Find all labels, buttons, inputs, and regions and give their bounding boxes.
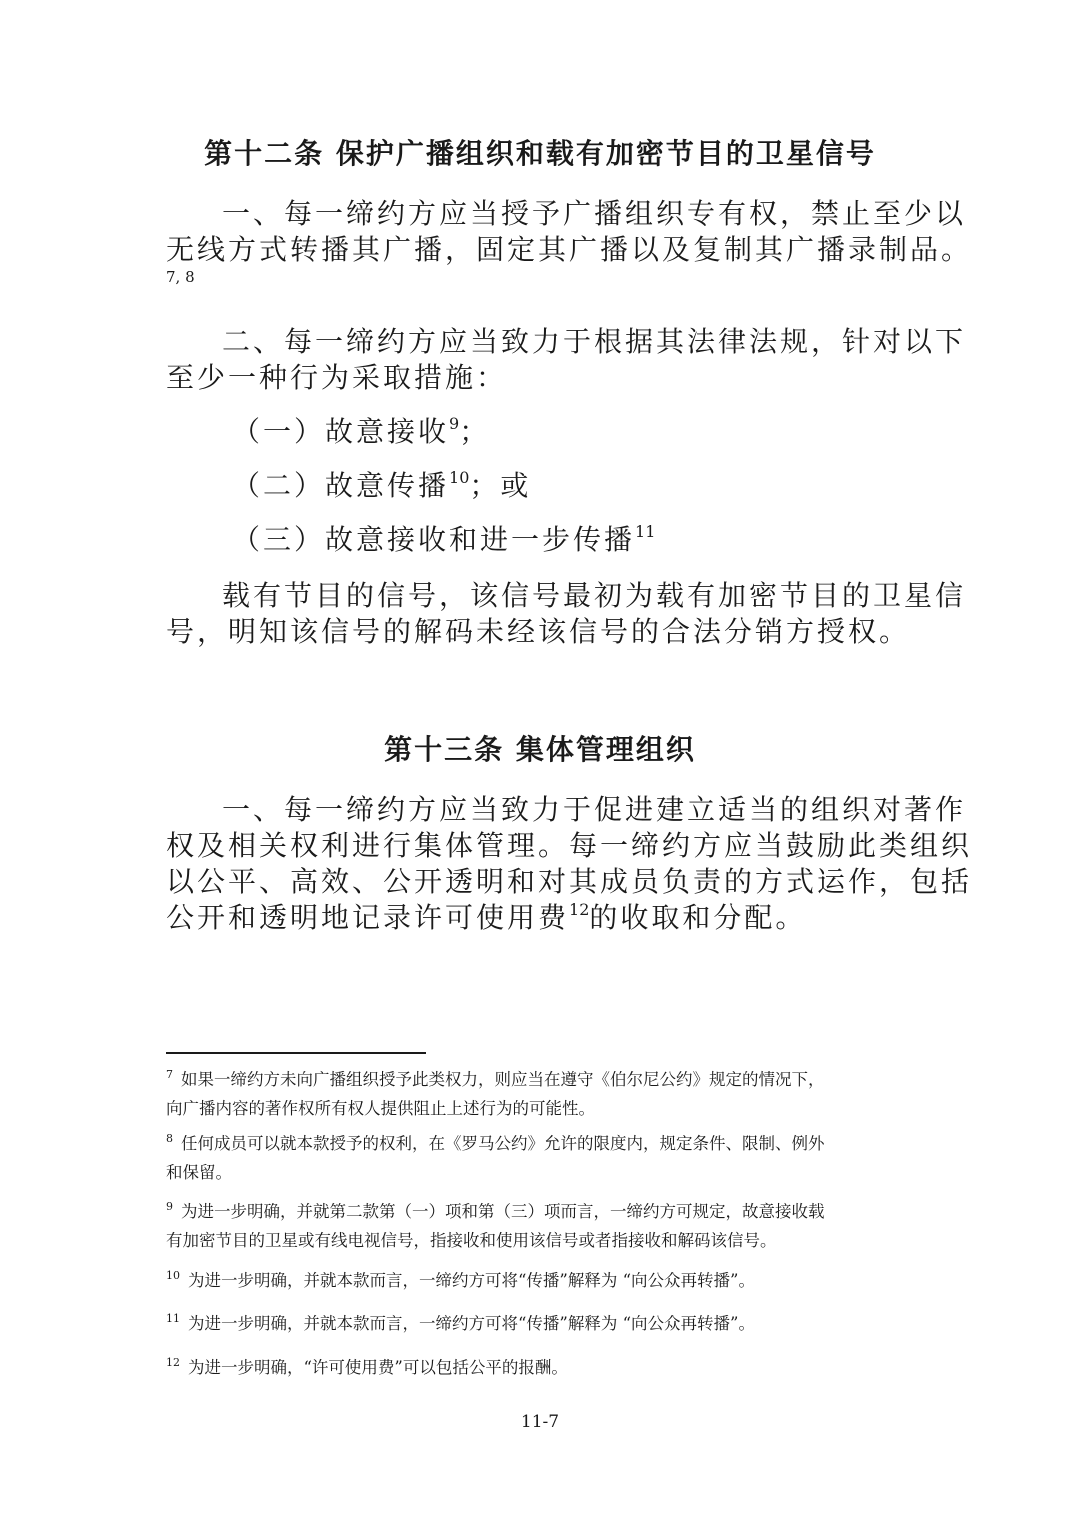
article-12-para-1-line-2: 无线方式转播其广播，固定其广播以及复制其广播录制品。 <box>166 233 973 266</box>
article-12-para-2-line-2: 至少一种行为采取措施： <box>166 361 508 394</box>
line-4-text-b: 的收取和分配。 <box>589 901 807 934</box>
footnote-12-line-1: 为进一步明确，“许可使用费”可以包括公平的报酬。 <box>188 1358 568 1377</box>
footnote-ref-10: 10 <box>449 468 470 487</box>
item-1-text: （一）故意接收 <box>232 415 450 448</box>
footnote-11-line-1: 为进一步明确，并就本款而言，一缔约方可将“传播”解释为 “向公众再转播”。 <box>188 1314 755 1333</box>
article-12-heading: 第十二条 保护广播组织和载有加密节目的卫星信号 <box>204 137 876 170</box>
footnote-10-number: 10 <box>166 1269 180 1282</box>
footnote-ref-9: 9 <box>449 414 460 433</box>
item-2-text: （二）故意传播 <box>232 469 450 502</box>
article-12-item-2 <box>232 468 531 508</box>
footnote-separator <box>166 1052 426 1054</box>
article-12-para-1-line-1: 一、每一缔约方应当授予广播组织专有权，禁止至少以 <box>222 197 967 230</box>
footnote-9-line-2: 有加密节目的卫星或有线电视信号，指接收和使用该信号或者指接收和解码该信号。 <box>166 1231 777 1250</box>
article-12-para-3-line-2: 号，明知该信号的解码未经该信号的合法分销方授权。 <box>166 615 911 648</box>
article-13-para-1-line-4 <box>166 900 918 940</box>
article-13-para-1-line-3: 以公平、高效、公开透明和对其成员负责的方式运作，包括 <box>166 865 973 898</box>
footnote-8-line-1: 任何成员可以就本款授予的权利，在《罗马公约》允许的限度内，规定条件、限制、例外 <box>181 1134 825 1153</box>
article-12-item-3 <box>232 522 655 562</box>
footnote-9 <box>166 1198 926 1254</box>
footnote-12-number: 12 <box>166 1356 180 1369</box>
article-12-para-2-line-1: 二、每一缔约方应当致力于根据其法律法规，针对以下 <box>222 325 967 358</box>
footnote-ref-11: 11 <box>635 522 656 541</box>
item-2-tail: ；或 <box>469 469 532 502</box>
line-4-text-a: 公开和透明地记录许可使用费 <box>166 901 570 934</box>
footnote-8 <box>166 1130 926 1186</box>
item-3-text: （三）故意接收和进一步传播 <box>232 523 636 556</box>
footnote-7-line-1: 如果一缔约方未向广播组织授予此类权力，则应当在遵守《伯尔尼公约》规定的情况下， <box>181 1070 825 1089</box>
page-number: 11-7 <box>520 1412 560 1432</box>
footnote-7 <box>166 1066 926 1122</box>
footnote-8-number: 8 <box>166 1132 173 1145</box>
article-13-para-1-line-2: 权及相关权利进行集体管理。每一缔约方应当鼓励此类组织 <box>166 829 973 862</box>
footnote-9-line-1: 为进一步明确，并就第二款第（一）项和第（三）项而言，一缔约方可规定，故意接收载 <box>181 1202 825 1221</box>
article-13-heading: 第十三条 集体管理组织 <box>384 733 696 766</box>
footnote-11 <box>166 1310 926 1339</box>
article-12-item-1 <box>232 414 490 454</box>
footnote-12 <box>166 1354 926 1383</box>
footnote-10-line-1: 为进一步明确，并就本款而言，一缔约方可将“传播”解释为 “向公众再转播”。 <box>188 1271 755 1290</box>
footnote-refs-7-8: 7, 8 <box>166 268 195 286</box>
footnote-7-number: 7 <box>166 1068 173 1081</box>
footnote-10 <box>166 1267 926 1296</box>
footnote-11-number: 11 <box>166 1312 180 1325</box>
footnote-9-number: 9 <box>166 1200 173 1213</box>
article-12-para-3-line-1: 载有节目的信号，该信号最初为载有加密节目的卫星信 <box>222 579 967 612</box>
footnote-7-line-2: 向广播内容的著作权所有权人提供阻止上述行为的可能性。 <box>166 1099 595 1118</box>
item-1-tail: ； <box>459 415 491 448</box>
footnote-ref-12: 12 <box>569 900 590 919</box>
article-13-para-1-line-1: 一、每一缔约方应当致力于促进建立适当的组织对著作 <box>222 793 967 826</box>
footnote-8-line-2: 和保留。 <box>166 1163 232 1182</box>
